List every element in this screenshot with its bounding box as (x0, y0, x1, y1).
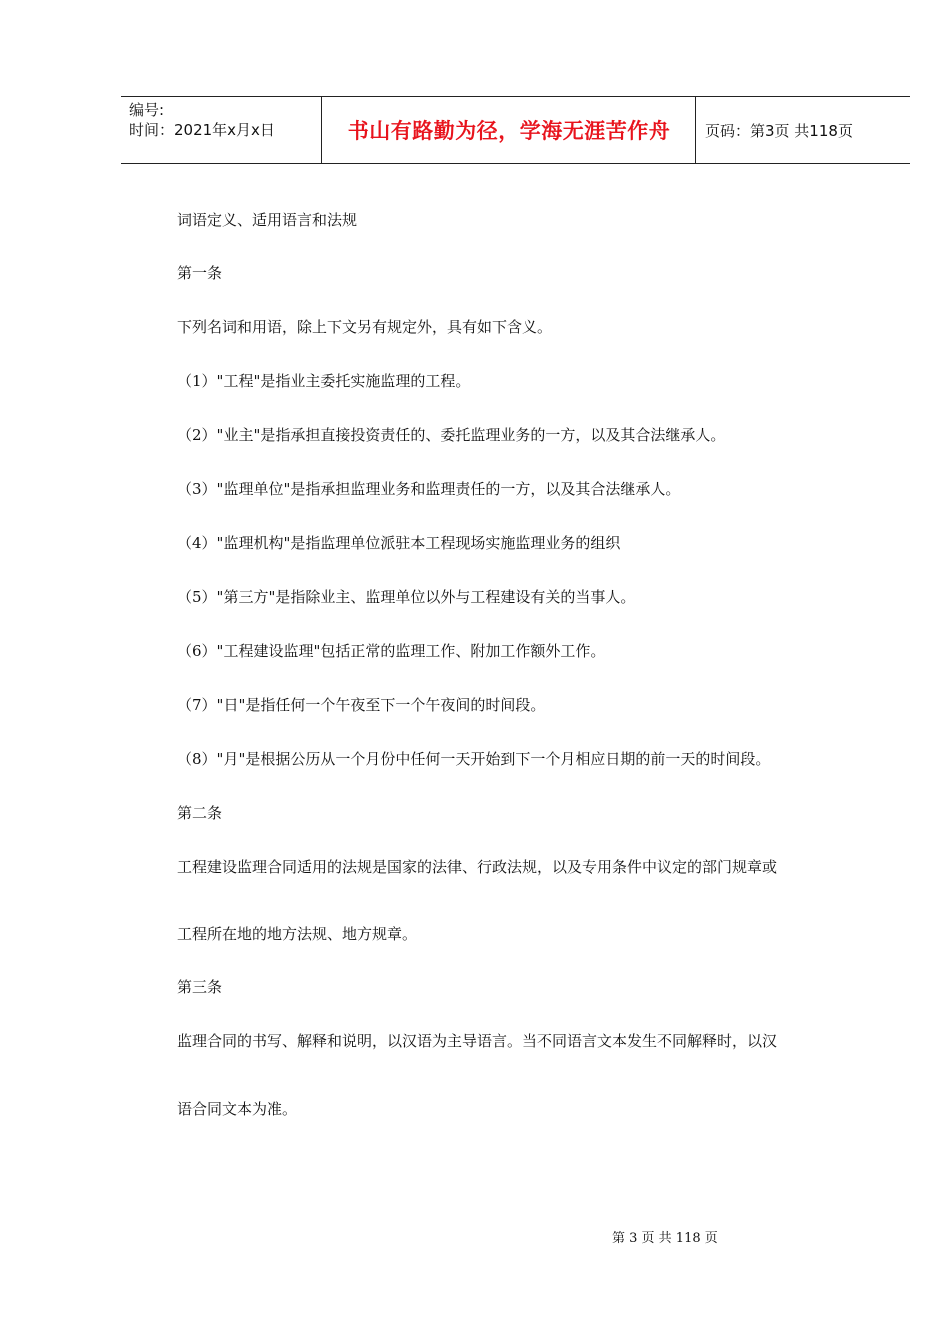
article-heading: 第三条 (177, 978, 223, 996)
page-header (121, 96, 910, 164)
definition-item: （6）"工程建设监理"包括正常的监理工作、附加工作额外工作。 (177, 642, 606, 660)
definition-item: （7）"日"是指任何一个午夜至下一个午夜间的时间段。 (177, 696, 546, 714)
definition-item: （5）"第三方"是指除业主、监理单位以外与工程建设有关的当事人。 (177, 588, 636, 606)
definition-item: （3）"监理单位"是指承担监理业务和监理责任的一方，以及其合法继承人。 (177, 480, 681, 498)
header-page-info: 页码：第3页 共118页 (705, 121, 853, 140)
definition-item: （8）"月"是根据公历从一个月份中任何一天开始到下一个月相应日期的前一天的时间段。 (177, 750, 771, 768)
definition-item: （2）"业主"是指承担直接投资责任的、委托监理业务的一方，以及其合法继承人。 (177, 426, 726, 444)
definition-item: （4）"监理机构"是指监理单位派驻本工程现场实施监理业务的组织 (177, 534, 621, 552)
header-motto: 书山有路勤为径，学海无涯苦作舟 (347, 119, 671, 143)
paragraph: 监理合同的书写、解释和说明，以汉语为主导语言。当不同语言文本发生不同解释时，以汉 (177, 1032, 778, 1050)
paragraph: 下列名词和用语，除上下文另有规定外，具有如下含义。 (177, 318, 553, 336)
section-title: 词语定义、适用语言和法规 (177, 211, 358, 229)
paragraph: 语合同文本为准。 (177, 1100, 298, 1118)
article-heading: 第一条 (177, 264, 223, 282)
paragraph: 工程建设监理合同适用的法规是国家的法律、行政法规，以及专用条件中议定的部门规章或 (177, 858, 778, 876)
paragraph: 工程所在地的地方法规、地方规章。 (177, 925, 418, 943)
serial-label: 编号: (129, 101, 165, 119)
header-meta (129, 100, 275, 140)
page-footer: 第 3 页 共 118 页 (612, 1231, 718, 1246)
article-heading: 第二条 (177, 804, 223, 822)
definition-item: （1）"工程"是指业主委托实施监理的工程。 (177, 372, 471, 390)
date-label: 时间：2021年x月x日 (129, 121, 275, 139)
